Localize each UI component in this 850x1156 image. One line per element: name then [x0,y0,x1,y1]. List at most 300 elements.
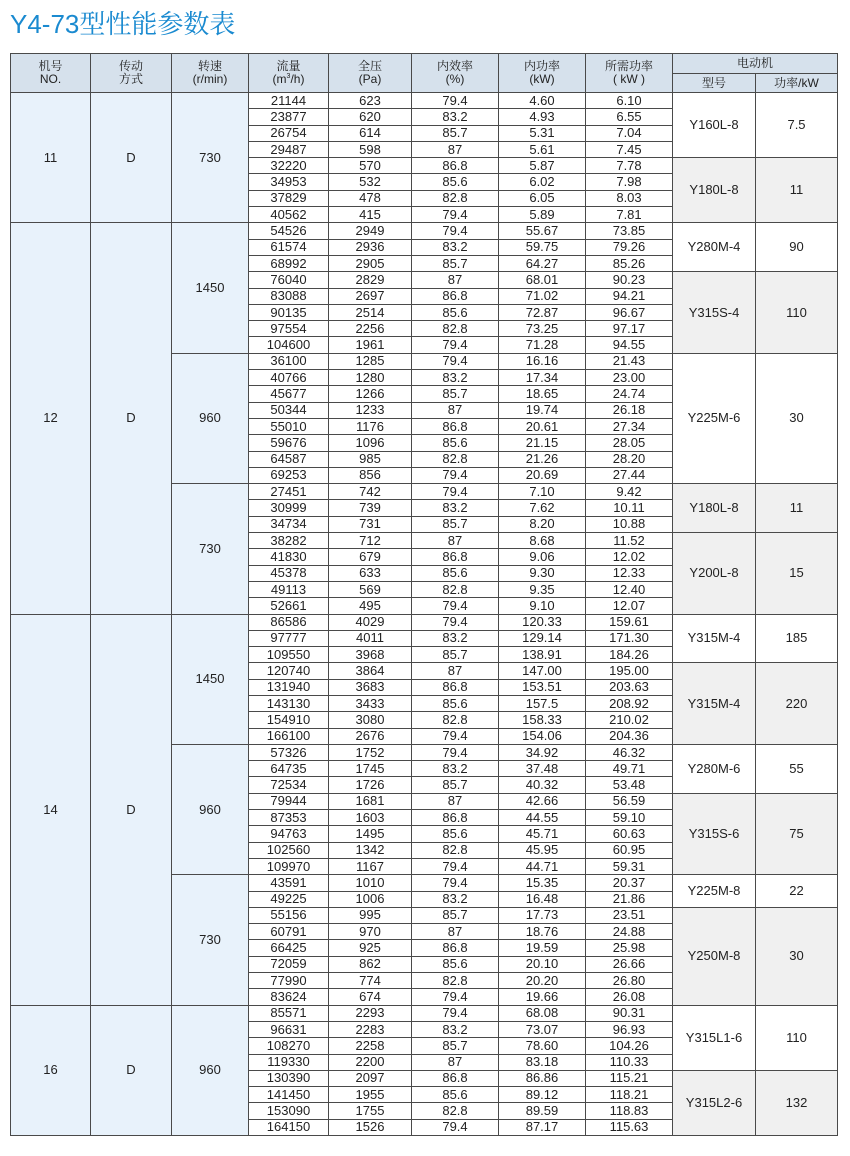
required-power-cell: 79.26 [586,239,673,255]
internal-power-cell: 21.26 [499,451,586,467]
flow-cell: 30999 [249,500,329,516]
required-power-cell: 12.33 [586,565,673,581]
internal-power-cell: 154.06 [499,728,586,744]
internal-power-cell: 45.71 [499,826,586,842]
motor-power-cell: 132 [756,1070,838,1135]
pressure-cell: 1233 [329,402,412,418]
efficiency-cell: 79.4 [412,1005,499,1021]
internal-power-cell: 129.14 [499,630,586,646]
required-power-cell: 90.31 [586,1005,673,1021]
required-power-cell: 7.45 [586,141,673,157]
efficiency-cell: 87 [412,663,499,679]
pressure-cell: 2949 [329,223,412,239]
efficiency-cell: 83.2 [412,109,499,125]
pressure-cell: 1961 [329,337,412,353]
internal-power-cell: 120.33 [499,614,586,630]
flow-cell: 143130 [249,695,329,711]
required-power-cell: 96.67 [586,304,673,320]
pressure-cell: 478 [329,190,412,206]
efficiency-cell: 83.2 [412,239,499,255]
flow-cell: 55010 [249,418,329,434]
required-power-cell: 21.86 [586,891,673,907]
pressure-cell: 1342 [329,842,412,858]
efficiency-cell: 82.8 [412,190,499,206]
pressure-cell: 1955 [329,1087,412,1103]
flow-cell: 37829 [249,190,329,206]
efficiency-cell: 87 [412,402,499,418]
efficiency-cell: 86.8 [412,418,499,434]
internal-power-cell: 83.18 [499,1054,586,1070]
flow-cell: 23877 [249,109,329,125]
internal-power-cell: 21.15 [499,435,586,451]
header-model-no: 机号 NO. [11,54,91,93]
required-power-cell: 159.61 [586,614,673,630]
flow-cell: 40562 [249,207,329,223]
flow-cell: 119330 [249,1054,329,1070]
efficiency-cell: 85.6 [412,435,499,451]
required-power-cell: 210.02 [586,712,673,728]
motor-model-cell: Y315S-6 [673,793,756,874]
efficiency-cell: 85.7 [412,777,499,793]
efficiency-cell: 86.8 [412,549,499,565]
required-power-cell: 27.44 [586,467,673,483]
required-power-cell: 49.71 [586,761,673,777]
motor-model-cell: Y250M-8 [673,907,756,1005]
efficiency-cell: 82.8 [412,712,499,728]
flow-cell: 34953 [249,174,329,190]
pressure-cell: 1010 [329,875,412,891]
efficiency-cell: 79.4 [412,484,499,500]
internal-power-cell: 6.05 [499,190,586,206]
required-power-cell: 6.55 [586,109,673,125]
internal-power-cell: 20.61 [499,418,586,434]
required-power-cell: 9.42 [586,484,673,500]
internal-power-cell: 6.02 [499,174,586,190]
flow-cell: 45677 [249,386,329,402]
flow-cell: 102560 [249,842,329,858]
required-power-cell: 21.43 [586,353,673,369]
flow-cell: 87353 [249,810,329,826]
pressure-cell: 2283 [329,1021,412,1037]
motor-power-cell: 90 [756,223,838,272]
efficiency-cell: 79.4 [412,598,499,614]
efficiency-cell: 79.4 [412,728,499,744]
internal-power-cell: 16.48 [499,891,586,907]
pressure-cell: 925 [329,940,412,956]
motor-power-cell: 220 [756,663,838,744]
motor-model-cell: Y180L-8 [673,158,756,223]
internal-power-cell: 42.66 [499,793,586,809]
pressure-cell: 569 [329,581,412,597]
pressure-cell: 1006 [329,891,412,907]
internal-power-cell: 8.68 [499,533,586,549]
required-power-cell: 94.21 [586,288,673,304]
drive-cell: D [91,614,172,1005]
flow-cell: 83088 [249,288,329,304]
table-row [11,223,838,239]
motor-power-cell: 110 [756,272,838,353]
efficiency-cell: 86.8 [412,679,499,695]
flow-cell: 109970 [249,858,329,874]
flow-cell: 154910 [249,712,329,728]
internal-power-cell: 89.12 [499,1087,586,1103]
pressure-cell: 1266 [329,386,412,402]
required-power-cell: 46.32 [586,744,673,760]
pressure-cell: 1096 [329,435,412,451]
required-power-cell: 118.21 [586,1087,673,1103]
header-speed: 转速 (r/min) [172,54,249,93]
internal-power-cell: 72.87 [499,304,586,320]
table-row [11,93,838,109]
required-power-cell: 104.26 [586,1038,673,1054]
pressure-cell: 1681 [329,793,412,809]
required-power-cell: 12.02 [586,549,673,565]
flow-cell: 49113 [249,581,329,597]
internal-power-cell: 71.02 [499,288,586,304]
efficiency-cell: 82.8 [412,451,499,467]
required-power-cell: 204.36 [586,728,673,744]
flow-cell: 49225 [249,891,329,907]
internal-power-cell: 5.61 [499,141,586,157]
required-power-cell: 20.37 [586,875,673,891]
speed-cell: 730 [172,93,249,223]
flow-cell: 141450 [249,1087,329,1103]
table-row [11,614,838,630]
table-body [11,93,838,1136]
flow-cell: 108270 [249,1038,329,1054]
flow-cell: 72059 [249,956,329,972]
efficiency-cell: 85.7 [412,647,499,663]
required-power-cell: 26.18 [586,402,673,418]
flow-cell: 36100 [249,353,329,369]
required-power-cell: 12.07 [586,598,673,614]
pressure-cell: 2097 [329,1070,412,1086]
flow-cell: 45378 [249,565,329,581]
pressure-cell: 2293 [329,1005,412,1021]
internal-power-cell: 147.00 [499,663,586,679]
flow-cell: 64587 [249,451,329,467]
efficiency-cell: 85.6 [412,826,499,842]
efficiency-cell: 79.4 [412,467,499,483]
efficiency-cell: 79.4 [412,744,499,760]
flow-cell: 41830 [249,549,329,565]
motor-power-cell: 110 [756,1005,838,1070]
pressure-cell: 2936 [329,239,412,255]
flow-cell: 166100 [249,728,329,744]
internal-power-cell: 9.10 [499,598,586,614]
flow-cell: 26754 [249,125,329,141]
motor-power-cell: 7.5 [756,93,838,158]
internal-power-cell: 18.76 [499,924,586,940]
pressure-cell: 1603 [329,810,412,826]
efficiency-cell: 85.7 [412,907,499,923]
required-power-cell: 96.93 [586,1021,673,1037]
required-power-cell: 118.83 [586,1103,673,1119]
flow-cell: 69253 [249,467,329,483]
internal-power-cell: 9.30 [499,565,586,581]
internal-power-cell: 20.69 [499,467,586,483]
required-power-cell: 23.00 [586,370,673,386]
model-no-cell: 16 [11,1005,91,1135]
flow-cell: 34734 [249,516,329,532]
flow-cell: 72534 [249,777,329,793]
internal-power-cell: 5.87 [499,158,586,174]
motor-model-cell: Y315L2-6 [673,1070,756,1135]
flow-cell: 104600 [249,337,329,353]
pressure-cell: 598 [329,141,412,157]
flow-cell: 59676 [249,435,329,451]
pressure-cell: 2905 [329,255,412,271]
required-power-cell: 90.23 [586,272,673,288]
required-power-cell: 26.80 [586,973,673,989]
pressure-cell: 3683 [329,679,412,695]
pressure-cell: 4029 [329,614,412,630]
efficiency-cell: 85.7 [412,255,499,271]
flow-cell: 29487 [249,141,329,157]
pressure-cell: 679 [329,549,412,565]
internal-power-cell: 5.89 [499,207,586,223]
pressure-cell: 1752 [329,744,412,760]
pressure-cell: 1526 [329,1119,412,1135]
pressure-cell: 2200 [329,1054,412,1070]
flow-cell: 27451 [249,484,329,500]
internal-power-cell: 19.74 [499,402,586,418]
required-power-cell: 27.34 [586,418,673,434]
efficiency-cell: 79.4 [412,614,499,630]
internal-power-cell: 78.60 [499,1038,586,1054]
header-motor-model: 型号 [673,74,756,93]
efficiency-cell: 79.4 [412,207,499,223]
header-flow: 流量 $(m^3/h)$ [249,54,329,93]
flow-cell: 97554 [249,321,329,337]
flow-cell: 40766 [249,370,329,386]
internal-power-cell: 157.5 [499,695,586,711]
efficiency-cell: 86.8 [412,288,499,304]
efficiency-cell: 87 [412,924,499,940]
motor-model-cell: Y315M-4 [673,663,756,744]
table-header [11,54,838,93]
motor-power-cell: 22 [756,875,838,908]
required-power-cell: 6.10 [586,93,673,109]
pressure-cell: 1280 [329,370,412,386]
motor-power-cell: 11 [756,158,838,223]
pressure-cell: 570 [329,158,412,174]
efficiency-cell: 83.2 [412,630,499,646]
internal-power-cell: 4.60 [499,93,586,109]
flow-cell: 64735 [249,761,329,777]
pressure-cell: 2256 [329,321,412,337]
required-power-cell: 97.17 [586,321,673,337]
flow-cell: 109550 [249,647,329,663]
motor-power-cell: 11 [756,484,838,533]
required-power-cell: 7.78 [586,158,673,174]
flow-cell: 43591 [249,875,329,891]
flow-cell: 60791 [249,924,329,940]
internal-power-cell: 34.92 [499,744,586,760]
pressure-cell: 3968 [329,647,412,663]
required-power-cell: 24.74 [586,386,673,402]
required-power-cell: 7.81 [586,207,673,223]
required-power-cell: 184.26 [586,647,673,663]
internal-power-cell: 153.51 [499,679,586,695]
efficiency-cell: 86.8 [412,158,499,174]
motor-power-cell: 185 [756,614,838,663]
internal-power-cell: 73.07 [499,1021,586,1037]
pressure-cell: 532 [329,174,412,190]
motor-power-cell: 75 [756,793,838,874]
efficiency-cell: 79.4 [412,875,499,891]
efficiency-cell: 82.8 [412,973,499,989]
pressure-cell: 985 [329,451,412,467]
speed-cell: 960 [172,1005,249,1135]
required-power-cell: 53.48 [586,777,673,793]
efficiency-cell: 85.6 [412,304,499,320]
required-power-cell: 115.21 [586,1070,673,1086]
model-no-cell: 14 [11,614,91,1005]
efficiency-cell: 87 [412,533,499,549]
pressure-cell: 774 [329,973,412,989]
efficiency-cell: 85.6 [412,1087,499,1103]
header-efficiency: 内效率 (%) [412,54,499,93]
efficiency-cell: 85.7 [412,125,499,141]
pressure-cell: 1176 [329,418,412,434]
required-power-cell: 85.26 [586,255,673,271]
header-required-power: 所需功率 ( kW ) [586,54,673,93]
pressure-cell: 856 [329,467,412,483]
internal-power-cell: 55.67 [499,223,586,239]
required-power-cell: 203.63 [586,679,673,695]
speed-cell: 730 [172,875,249,1005]
required-power-cell: 25.98 [586,940,673,956]
internal-power-cell: 20.10 [499,956,586,972]
speed-cell: 960 [172,353,249,483]
internal-power-cell: 8.20 [499,516,586,532]
pressure-cell: 862 [329,956,412,972]
pressure-cell: 633 [329,565,412,581]
required-power-cell: 110.33 [586,1054,673,1070]
required-power-cell: 10.88 [586,516,673,532]
pressure-cell: 995 [329,907,412,923]
internal-power-cell: 17.34 [499,370,586,386]
required-power-cell: 7.04 [586,125,673,141]
flow-cell: 130390 [249,1070,329,1086]
efficiency-cell: 83.2 [412,1021,499,1037]
motor-model-cell: Y225M-6 [673,353,756,483]
motor-model-cell: Y180L-8 [673,484,756,533]
required-power-cell: 73.85 [586,223,673,239]
flow-cell: 55156 [249,907,329,923]
pressure-cell: 4011 [329,630,412,646]
flow-cell: 76040 [249,272,329,288]
internal-power-cell: 5.31 [499,125,586,141]
internal-power-cell: 158.33 [499,712,586,728]
flow-cell: 79944 [249,793,329,809]
motor-model-cell: Y225M-8 [673,875,756,908]
flow-cell: 54526 [249,223,329,239]
efficiency-cell: 79.4 [412,989,499,1005]
required-power-cell: 26.08 [586,989,673,1005]
required-power-cell: 10.11 [586,500,673,516]
motor-model-cell: Y160L-8 [673,93,756,158]
motor-model-cell: Y280M-4 [673,223,756,272]
flow-cell: 120740 [249,663,329,679]
required-power-cell: 11.52 [586,533,673,549]
flow-cell: 61574 [249,239,329,255]
drive-cell: D [91,1005,172,1135]
required-power-cell: 208.92 [586,695,673,711]
pressure-cell: 2829 [329,272,412,288]
flow-cell: 83624 [249,989,329,1005]
efficiency-cell: 79.4 [412,858,499,874]
flow-cell: 66425 [249,940,329,956]
internal-power-cell: 68.01 [499,272,586,288]
pressure-cell: 3433 [329,695,412,711]
required-power-cell: 56.59 [586,793,673,809]
efficiency-cell: 79.4 [412,93,499,109]
pressure-cell: 1755 [329,1103,412,1119]
internal-power-cell: 44.71 [499,858,586,874]
efficiency-cell: 85.7 [412,516,499,532]
pressure-cell: 1726 [329,777,412,793]
required-power-cell: 26.66 [586,956,673,972]
header-motor: 电动机 [673,54,838,74]
required-power-cell: 60.95 [586,842,673,858]
required-power-cell: 195.00 [586,663,673,679]
header-drive: 传动 方式 [91,54,172,93]
flow-cell: 57326 [249,744,329,760]
motor-power-cell: 30 [756,353,838,483]
speed-cell: 1450 [172,614,249,744]
required-power-cell: 59.10 [586,810,673,826]
efficiency-cell: 79.4 [412,337,499,353]
speed-cell: 730 [172,484,249,614]
efficiency-cell: 85.7 [412,1038,499,1054]
required-power-cell: 94.55 [586,337,673,353]
motor-model-cell: Y200L-8 [673,533,756,614]
pressure-cell: 1167 [329,858,412,874]
required-power-cell: 24.88 [586,924,673,940]
required-power-cell: 7.98 [586,174,673,190]
internal-power-cell: 16.16 [499,353,586,369]
required-power-cell: 12.40 [586,581,673,597]
flow-cell: 50344 [249,402,329,418]
internal-power-cell: 44.55 [499,810,586,826]
efficiency-cell: 87 [412,272,499,288]
pressure-cell: 2514 [329,304,412,320]
efficiency-cell: 79.4 [412,1119,499,1135]
efficiency-cell: 87 [412,793,499,809]
efficiency-cell: 83.2 [412,761,499,777]
pressure-cell: 3080 [329,712,412,728]
internal-power-cell: 15.35 [499,875,586,891]
internal-power-cell: 87.17 [499,1119,586,1135]
pressure-cell: 495 [329,598,412,614]
efficiency-cell: 85.6 [412,956,499,972]
motor-model-cell: Y315M-4 [673,614,756,663]
drive-cell: D [91,93,172,223]
efficiency-cell: 82.8 [412,581,499,597]
pressure-cell: 739 [329,500,412,516]
pressure-cell: 1495 [329,826,412,842]
flow-cell: 96631 [249,1021,329,1037]
table-row [11,1005,838,1021]
flow-cell: 21144 [249,93,329,109]
internal-power-cell: 4.93 [499,109,586,125]
efficiency-cell: 83.2 [412,891,499,907]
flow-cell: 38282 [249,533,329,549]
internal-power-cell: 18.65 [499,386,586,402]
flow-cell: 90135 [249,304,329,320]
